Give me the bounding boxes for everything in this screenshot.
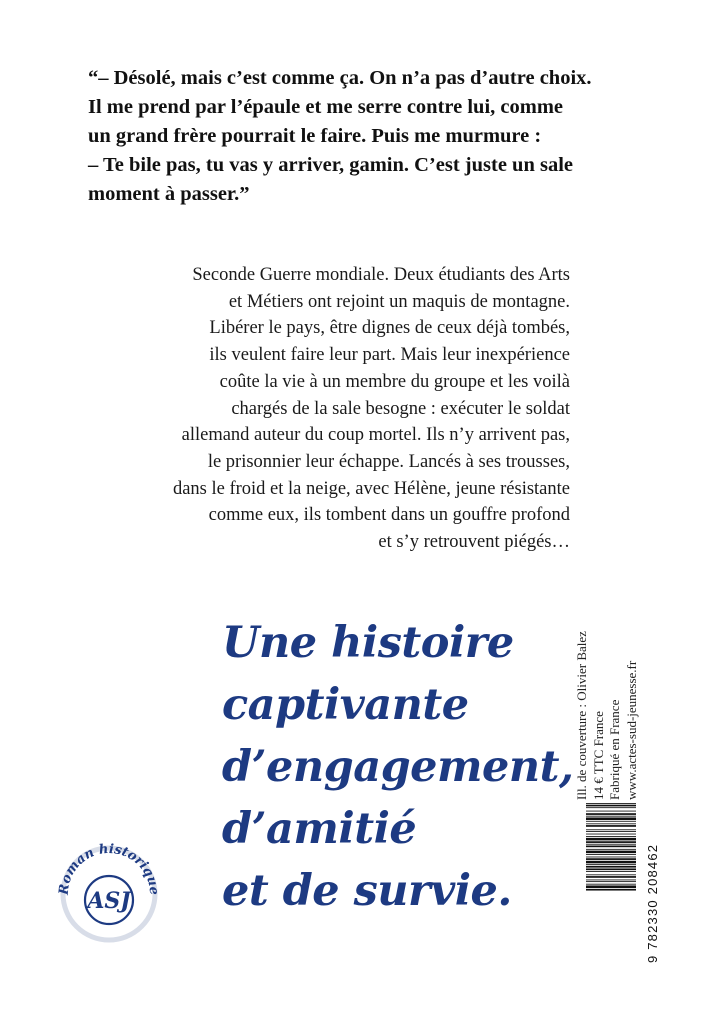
barcode-bar: [586, 836, 636, 837]
tagline-line: d’amitié: [222, 804, 417, 854]
barcode-bar: [586, 816, 636, 817]
summary-line: dans le froid et la neige, avec Hélène, jeune résistante: [172, 478, 570, 499]
summary-line: comme eux, ils tombent dans un gouffre profond: [208, 505, 570, 526]
barcode-bar: [586, 817, 636, 820]
quote-line: – Te bile pas, tu vas y arriver, gamin. C’est juste un sale: [88, 154, 573, 176]
barcode-bar: [586, 864, 636, 865]
made-in-label: Fabriqué en France: [607, 699, 622, 800]
barcode-bar: [586, 844, 636, 845]
barcode-bar: [586, 858, 636, 860]
barcode-bar: [586, 876, 636, 878]
illustration-credit: Ill. de couverture : Olivier Balez: [574, 631, 589, 800]
barcode-bar: [586, 871, 636, 872]
barcode-bar: [586, 803, 636, 804]
quote-line: Il me prend par l’épaule et me serre contre lui, comme: [88, 96, 564, 118]
tagline-line: Une histoire: [222, 618, 514, 668]
summary-line: Libérer le pays, être dignes de ceux déjà tombés,: [209, 318, 570, 339]
barcode-bar: [586, 834, 636, 835]
barcode-bar: [586, 823, 636, 824]
barcode-bar: [586, 829, 636, 830]
publisher-logo: [50, 828, 168, 946]
tagline-line: d’engagement,: [222, 742, 574, 792]
summary-line: ils veulent faire leur part. Mais leur inexpérience: [209, 345, 570, 366]
tagline: [222, 612, 573, 922]
barcode-bar: [586, 838, 636, 841]
barcode-bar: [586, 821, 636, 822]
barcode-bar: [586, 874, 636, 875]
website-link[interactable]: www.actes-sud-jeunesse.fr: [623, 660, 639, 800]
summary-line: et s’y retrouvent piégés…: [378, 532, 570, 553]
barcode-bar: [586, 884, 636, 885]
opening-quote: [88, 64, 648, 209]
barcode-bar: [586, 813, 636, 815]
summary-line: allemand auteur du coup mortel. Ils n’y arrivent pas,: [181, 425, 570, 446]
barcode-bar: [586, 825, 636, 827]
barcode-bar: [586, 851, 636, 854]
summary-line: coûte la vie à un membre du groupe et les voilà: [219, 371, 570, 392]
barcode-bar: [586, 841, 636, 843]
price-label: 14 € TTC France: [590, 711, 606, 800]
barcode-bar: [586, 861, 636, 864]
summary-line: Seconde Guerre mondiale. Deux étudiants des Arts: [192, 265, 570, 285]
barcode-bar: [586, 880, 636, 881]
barcode-bar: [586, 857, 636, 858]
barcode-bar: [586, 846, 636, 848]
logo-arc-text: Roman historique: [56, 841, 162, 896]
barcode-bar: [586, 811, 636, 812]
tagline-line: captivante: [222, 680, 469, 730]
logo-monogram: ASJ: [87, 888, 131, 914]
summary-line: chargés de la sale besogne : exécuter le soldat: [231, 398, 570, 419]
barcode-bar: [586, 849, 636, 850]
barcode-bar: [586, 881, 636, 882]
barcode-bar: [586, 889, 636, 891]
quote-line: moment à passer.”: [88, 183, 250, 205]
barcode-bar: [586, 866, 636, 868]
summary-line: et Métiers ont rejoint un maquis de montagne.: [228, 291, 570, 312]
barcode-bar: [586, 805, 636, 807]
quote-line: un grand frère pourrait le faire. Puis me murmure :: [88, 125, 542, 147]
tagline-line: et de survie.: [222, 866, 512, 916]
barcode-bar: [586, 868, 636, 870]
barcode-bars: [586, 803, 636, 965]
barcode-bar: [586, 831, 636, 832]
summary-line: le prisonnier leur échappe. Lancés à ses trousses,: [207, 451, 570, 472]
barcode-bar: [586, 885, 636, 888]
barcode-number: 9 782330 208462: [645, 843, 660, 963]
barcode-bar: [586, 854, 636, 855]
book-summary: [173, 262, 570, 556]
publisher-credits: [574, 580, 684, 800]
barcode-bar: [586, 807, 636, 808]
quote-line: “– Désolé, mais c’est comme ça. On n’a pas d’autre choix.: [88, 67, 592, 89]
